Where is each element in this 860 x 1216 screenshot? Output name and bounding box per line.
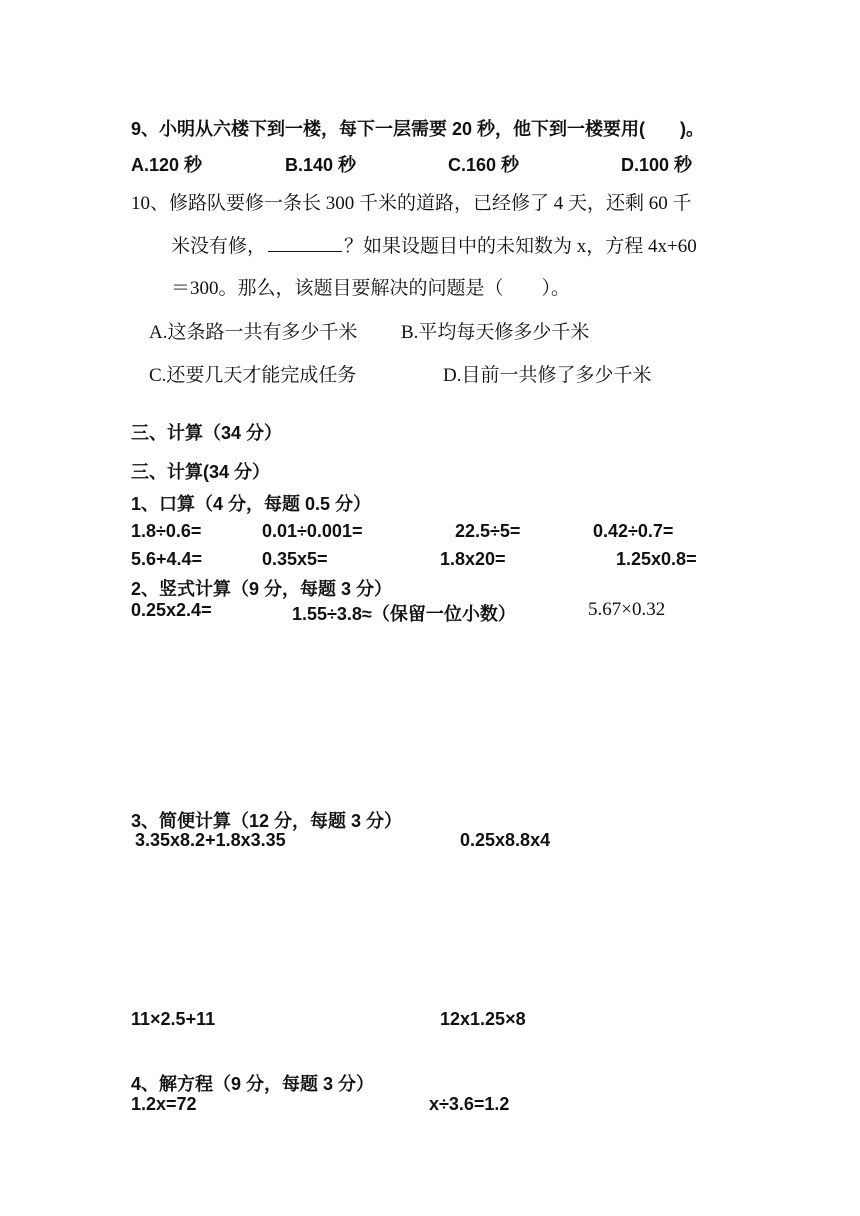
q10-option-a: A.这条路一共有多少千米 xyxy=(149,322,358,343)
q10-line-2 xyxy=(171,231,697,258)
p2-title: 2、竖式计算（9 分，每题 3 分） xyxy=(131,579,393,599)
p1-item: 5.6+4.4= xyxy=(131,549,203,569)
p1-title: 1、口算（4 分，每题 0.5 分） xyxy=(131,494,372,514)
p1-item: 1.8x20= xyxy=(440,549,506,569)
p3-title: 3、简便计算（12 分，每题 3 分） xyxy=(131,811,403,831)
q10-option-b: B.平均每天修多少千米 xyxy=(401,322,590,343)
p3-item: 12x1.25×8 xyxy=(440,1009,526,1029)
q10-line-2-start: 米没有修， xyxy=(171,236,267,257)
p1-item: 0.01÷0.001= xyxy=(262,521,363,541)
p4-title: 4、解方程（9 分，每题 3 分） xyxy=(131,1074,375,1094)
p2-item: 0.25x2.4= xyxy=(131,600,212,620)
p1-item: 0.42÷0.7= xyxy=(593,521,674,541)
p1-item: 1.8÷0.6= xyxy=(131,521,202,541)
section-heading: 三、计算（34 分） xyxy=(131,423,283,443)
p3-item: 11×2.5+11 xyxy=(131,1009,216,1029)
q9-option-c: C.160 秒 xyxy=(448,155,520,175)
p3-item: 3.35x8.2+1.8x3.35 xyxy=(135,830,286,850)
q10-line-1: 10、修路队要修一条长 300 千米的道路，已经修了 4 天，还剩 60 千 xyxy=(131,193,692,214)
q10-option-c: C.还要几天才能完成任务 xyxy=(149,365,357,386)
p1-item: 0.35x5= xyxy=(262,549,328,569)
q10-line-3: ＝300。那么，该题目要解决的问题是（ ）。 xyxy=(171,278,571,299)
q10-line-2-end: ？如果设题目中的未知数为 x，方程 4x+60 xyxy=(344,236,697,257)
p4-item: x÷3.6=1.2 xyxy=(429,1094,510,1114)
p1-item: 1.25x0.8= xyxy=(616,549,697,569)
q9-option-d: D.100 秒 xyxy=(621,155,693,175)
answer-blank xyxy=(268,235,342,252)
q9-option-b: B.140 秒 xyxy=(285,155,357,175)
q9-stem: 9、小明从六楼下到一楼，每下一层需要 20 秒，他下到一楼要用( )。 xyxy=(131,119,705,139)
p2-item: 1.55÷3.8≈（保留一位小数） xyxy=(292,604,516,624)
p3-item: 0.25x8.8x4 xyxy=(460,830,551,850)
section-heading-repeat: 三、计算(34 分） xyxy=(131,462,271,482)
q9-option-a: A.120 秒 xyxy=(131,155,203,175)
p2-item: 5.67×0.32 xyxy=(588,599,666,620)
p1-item: 22.5÷5= xyxy=(455,521,521,541)
p4-item: 1.2x=72 xyxy=(131,1094,197,1114)
q10-option-d: D.目前一共修了多少千米 xyxy=(443,365,652,386)
